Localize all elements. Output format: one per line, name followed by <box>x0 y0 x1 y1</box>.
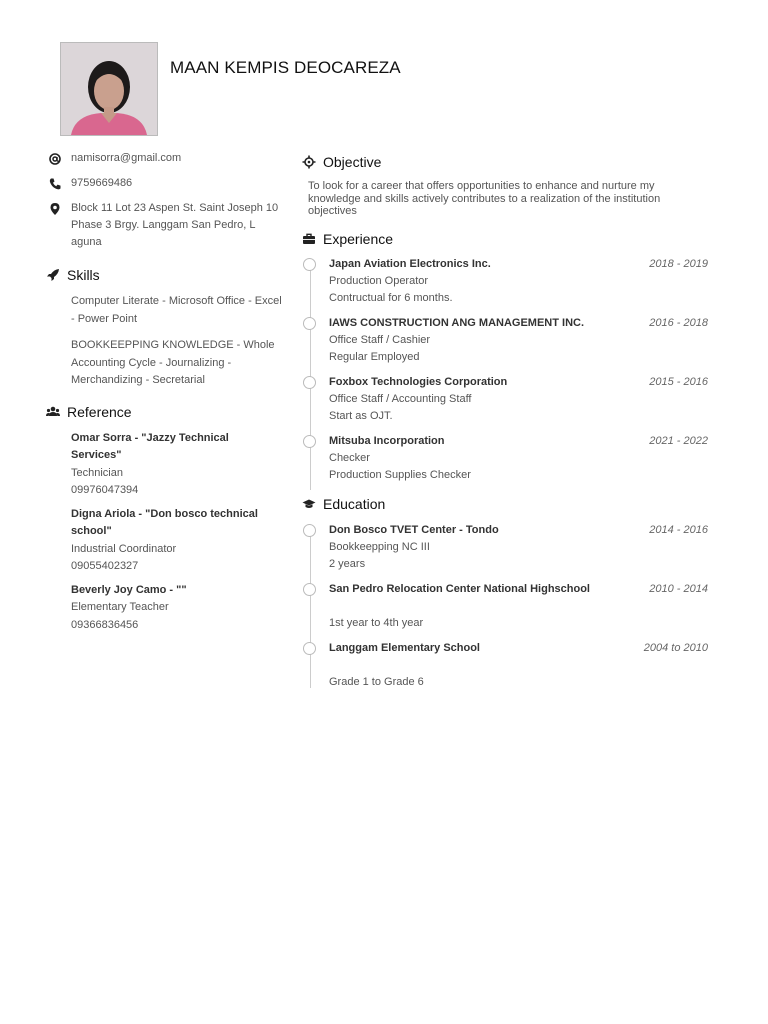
right-column <box>302 154 708 691</box>
skill-item: BOOKKEEPPING KNOWLEDGE - Whole Accounting Cycle - Journalizing - Merchandizing - Secretarial <box>71 339 275 386</box>
education-school: Don Bosco TVET Center - Tondo <box>329 523 499 536</box>
reference-name: Digna Ariola - "Don bosco technical school" <box>71 507 258 537</box>
timeline-dot <box>303 642 316 655</box>
experience-item <box>302 315 708 366</box>
reference-name: Beverly Joy Camo - "" <box>71 583 187 596</box>
experience-company: IAWS CONSTRUCTION ANG MANAGEMENT INC. <box>329 316 585 329</box>
address-text: Block 11 Lot 23 Aspen St. Saint Joseph 10 Phase 3 Brgy. Langgam San Pedro, L aguna <box>71 202 279 248</box>
objective-title: Objective <box>323 154 382 170</box>
experience-desc: Production Supplies Checker <box>329 468 471 481</box>
timeline-dot <box>303 524 316 537</box>
experience-company: Japan Aviation Electronics Inc. <box>329 257 491 270</box>
experience-heading <box>302 231 708 247</box>
rocket-icon <box>46 268 60 282</box>
timeline-dot <box>303 258 316 271</box>
timeline-dot <box>303 376 316 389</box>
experience-title: Experience <box>323 230 394 247</box>
experience-desc: Regular Employed <box>329 350 420 363</box>
education-dates: 2004 to 2010 <box>643 641 708 654</box>
skills-heading <box>46 267 282 283</box>
reference-name: Omar Sorra - "Jazzy Technical Services" <box>71 431 229 461</box>
reference-role: Industrial Coordinator <box>71 542 177 555</box>
education-detail: 2 years <box>329 557 366 570</box>
map-pin-icon <box>48 202 62 216</box>
education-detail <box>329 657 708 674</box>
experience-timeline <box>302 256 708 484</box>
education-dates: 2010 - 2014 <box>649 582 708 595</box>
experience-role: Checker <box>329 451 370 464</box>
reference-item <box>46 582 282 635</box>
crosshair-icon <box>302 155 316 169</box>
experience-role: Production Operator <box>329 274 429 287</box>
contact-address <box>46 200 282 251</box>
experience-desc: Contructual for 6 months. <box>329 291 453 304</box>
education-detail: 1st year to 4th year <box>329 616 424 629</box>
reference-item <box>46 430 282 500</box>
education-detail <box>329 598 708 615</box>
reference-heading <box>46 404 282 420</box>
experience-item <box>302 374 708 425</box>
education-detail: Grade 1 to Grade 6 <box>329 675 424 688</box>
timeline-dot <box>303 583 316 596</box>
experience-item <box>302 433 708 484</box>
phone-text: 9759669486 <box>71 177 133 189</box>
phone-icon <box>48 177 62 191</box>
candidate-name: MAAN KEMPIS DEOCAREZA <box>170 58 401 77</box>
experience-desc: Start as OJT. <box>329 409 393 422</box>
reference-phone: 09055402327 <box>71 560 139 572</box>
users-icon <box>46 405 60 419</box>
education-item <box>302 640 708 691</box>
reference-role: Technician <box>71 466 123 479</box>
reference-item <box>46 506 282 576</box>
experience-company: Mitsuba Incorporation <box>329 434 445 447</box>
objective-heading <box>302 154 708 170</box>
education-title: Education <box>323 495 386 512</box>
email-text: namisorra@gmail.com <box>71 152 182 164</box>
at-sign-icon <box>48 152 62 166</box>
experience-role: Office Staff / Accounting Staff <box>329 392 472 405</box>
skill-item: Computer Literate - Microsoft Office - Excel - Power Point <box>71 295 282 325</box>
skills-title: Skills <box>67 267 100 283</box>
experience-dates: 2016 - 2018 <box>649 316 708 329</box>
profile-photo <box>60 42 158 136</box>
timeline-dot <box>303 317 316 330</box>
timeline-dot <box>303 435 316 448</box>
reference-title: Reference <box>67 403 132 420</box>
education-dates: 2014 - 2016 <box>649 523 708 536</box>
contact-phone <box>46 175 282 192</box>
reference-phone: 09976047394 <box>71 484 139 496</box>
experience-dates: 2018 - 2019 <box>649 257 708 270</box>
experience-dates: 2021 - 2022 <box>649 434 708 447</box>
graduation-cap-icon <box>302 497 316 511</box>
reference-phone: 09366836456 <box>71 618 139 631</box>
education-detail: Bookkeepping NC III <box>329 540 430 553</box>
contact-email <box>46 150 282 167</box>
education-heading <box>302 496 708 512</box>
education-item <box>302 522 708 573</box>
education-item <box>302 581 708 632</box>
left-column <box>46 150 282 640</box>
experience-dates: 2015 - 2016 <box>649 375 708 388</box>
experience-role: Office Staff / Cashier <box>329 333 431 346</box>
profile-photo-image <box>61 43 157 135</box>
experience-item <box>302 256 708 307</box>
education-school: San Pedro Relocation Center National Highschool <box>329 582 590 595</box>
reference-role: Elementary Teacher <box>71 601 169 613</box>
objective-text: To look for a career that offers opportunities to enhance and nurture my knowledge and skills actively contributes to a realization of the institution objectives <box>308 180 661 217</box>
education-timeline <box>302 522 708 691</box>
briefcase-icon <box>302 232 316 246</box>
education-school: Langgam Elementary School <box>329 641 480 654</box>
experience-company: Foxbox Technologies Corporation <box>329 375 508 388</box>
